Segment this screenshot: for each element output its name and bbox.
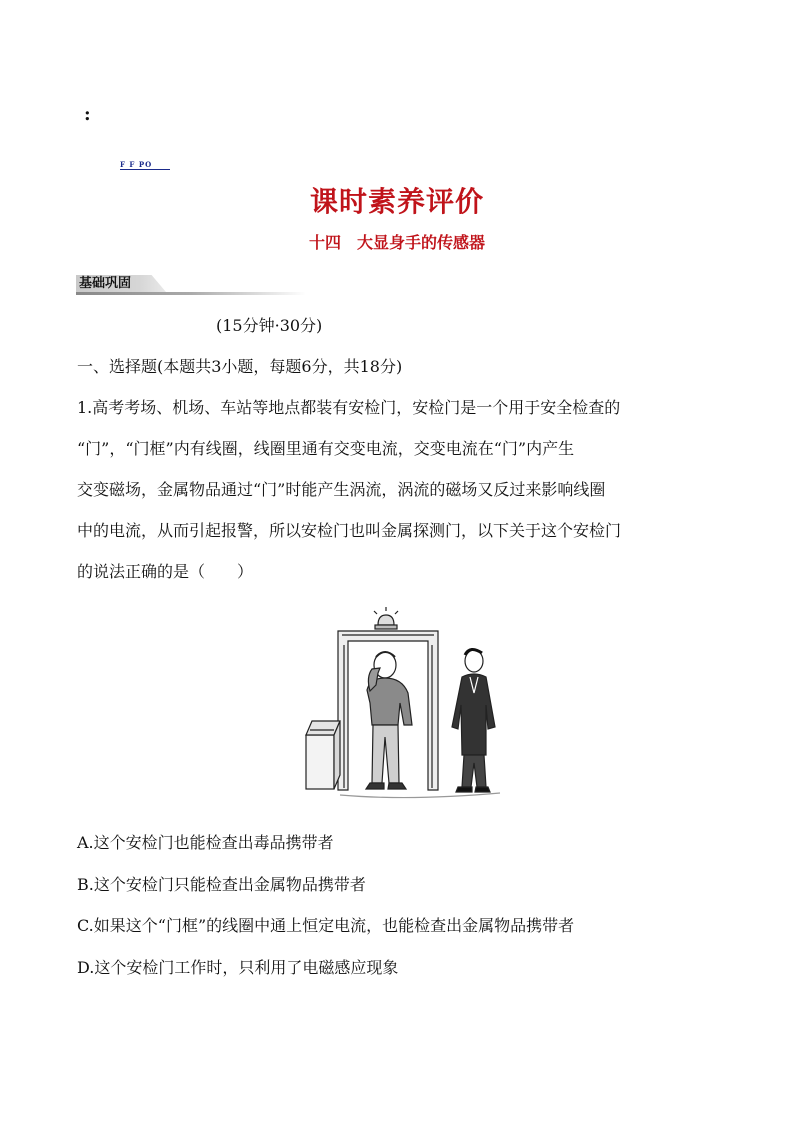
option-b: B.这个安检门只能检查出金属物品携带者: [77, 875, 366, 894]
section-tab-label: 基础巩固: [79, 276, 132, 291]
option-a: A.这个安检门也能检查出毒品携带者: [77, 833, 334, 852]
section-tab: [76, 275, 306, 295]
page-subtitle: 十四 大显身手的传感器: [308, 233, 485, 252]
header-link[interactable]: F F PO: [120, 160, 170, 170]
man-in-gate: [366, 652, 412, 789]
question-line: “门”，“门框”内有线圈，线圈里通有交变电流，交变电流在“门”内产生: [77, 439, 575, 458]
question-line: 的说法正确的是（ ）: [77, 562, 254, 581]
option-c: C.如果这个“门框”的线圈中通上恒定电流，也能检查出金属物品携带者: [77, 916, 575, 935]
section-tab-underline: [76, 292, 306, 295]
time-limit: (15分钟·30分): [216, 316, 323, 335]
question-line: 1.高考考场、机场、车站等地点都装有安检门，安检门是一个用于安全检查的: [77, 398, 621, 417]
option-d: D.这个安检门工作时，只利用了电磁感应现象: [77, 958, 399, 977]
alarm-light-icon: [374, 607, 398, 629]
question-line: 交变磁场，金属物品通过“门”时能产生涡流，涡流的磁场又反过来影响线圈: [77, 480, 606, 499]
man-outside: [452, 649, 495, 792]
page-title: 课时素养评价: [309, 185, 484, 218]
section-heading: 一、选择题(本题共3小题，每题6分，共18分): [77, 357, 403, 376]
question-line: 中的电流，从而引起报警，所以安检门也叫金属探测门，以下关于这个安检门: [77, 521, 622, 540]
header-colon: :: [84, 104, 91, 125]
inspection-box: [306, 721, 340, 789]
security-gate-illustration: [300, 605, 505, 805]
